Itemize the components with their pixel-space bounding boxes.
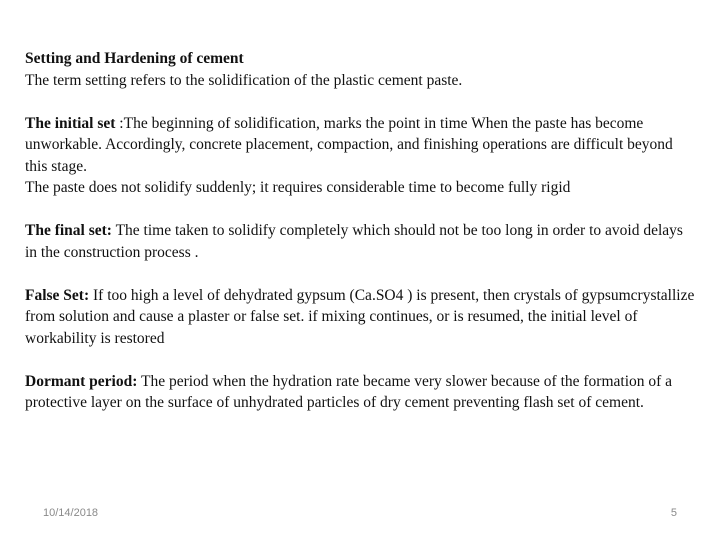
false-set-paragraph xyxy=(25,285,695,350)
false-set-term: False Set: xyxy=(25,286,90,304)
initial-set-term: The initial set xyxy=(25,114,116,132)
slide-content xyxy=(25,48,695,414)
dormant-period-paragraph xyxy=(25,371,695,414)
spacer xyxy=(25,91,695,113)
initial-set-followup: The paste does not solidify suddenly; it requires considerable time to become fully rigid xyxy=(25,179,571,196)
final-set-term: The final set: xyxy=(25,222,112,239)
final-set-paragraph xyxy=(25,220,695,263)
false-set-text: If too high a level of dehydrated gypsum (Ca.SO4 ) is present, then crystals of gypsumcrystallize from solution and cause a plaster or false set. if mixing continues, or is resumed, the initial level of workability is restored xyxy=(25,286,695,347)
page-number: 5 xyxy=(670,507,677,519)
spacer xyxy=(25,263,695,285)
dormant-period-text: The period when the hydration rate became very slower because of the formation of a protective layer on the surface of unhydrated particles of dry cement preventing flash set of cement. xyxy=(25,372,673,411)
footer-date: 10/14/2018 xyxy=(43,507,99,519)
initial-set-paragraph xyxy=(25,113,695,178)
initial-set-text: :The beginning of solidification, marks the point in time When the paste has become unworkable. Accordingly, concrete placement, compaction, and finishing operations are difficult beyond this stage. xyxy=(25,114,673,175)
spacer xyxy=(25,199,695,221)
slide-heading: Setting and Hardening of cement xyxy=(25,50,244,67)
spacer xyxy=(25,349,695,371)
intro-paragraph: The term setting refers to the solidification of the plastic cement paste. xyxy=(25,71,463,89)
dormant-period-term: Dormant period: xyxy=(25,372,138,390)
final-set-text: The time taken to solidify completely which should not be too long in order to avoid delays in the construction process . xyxy=(25,222,683,261)
